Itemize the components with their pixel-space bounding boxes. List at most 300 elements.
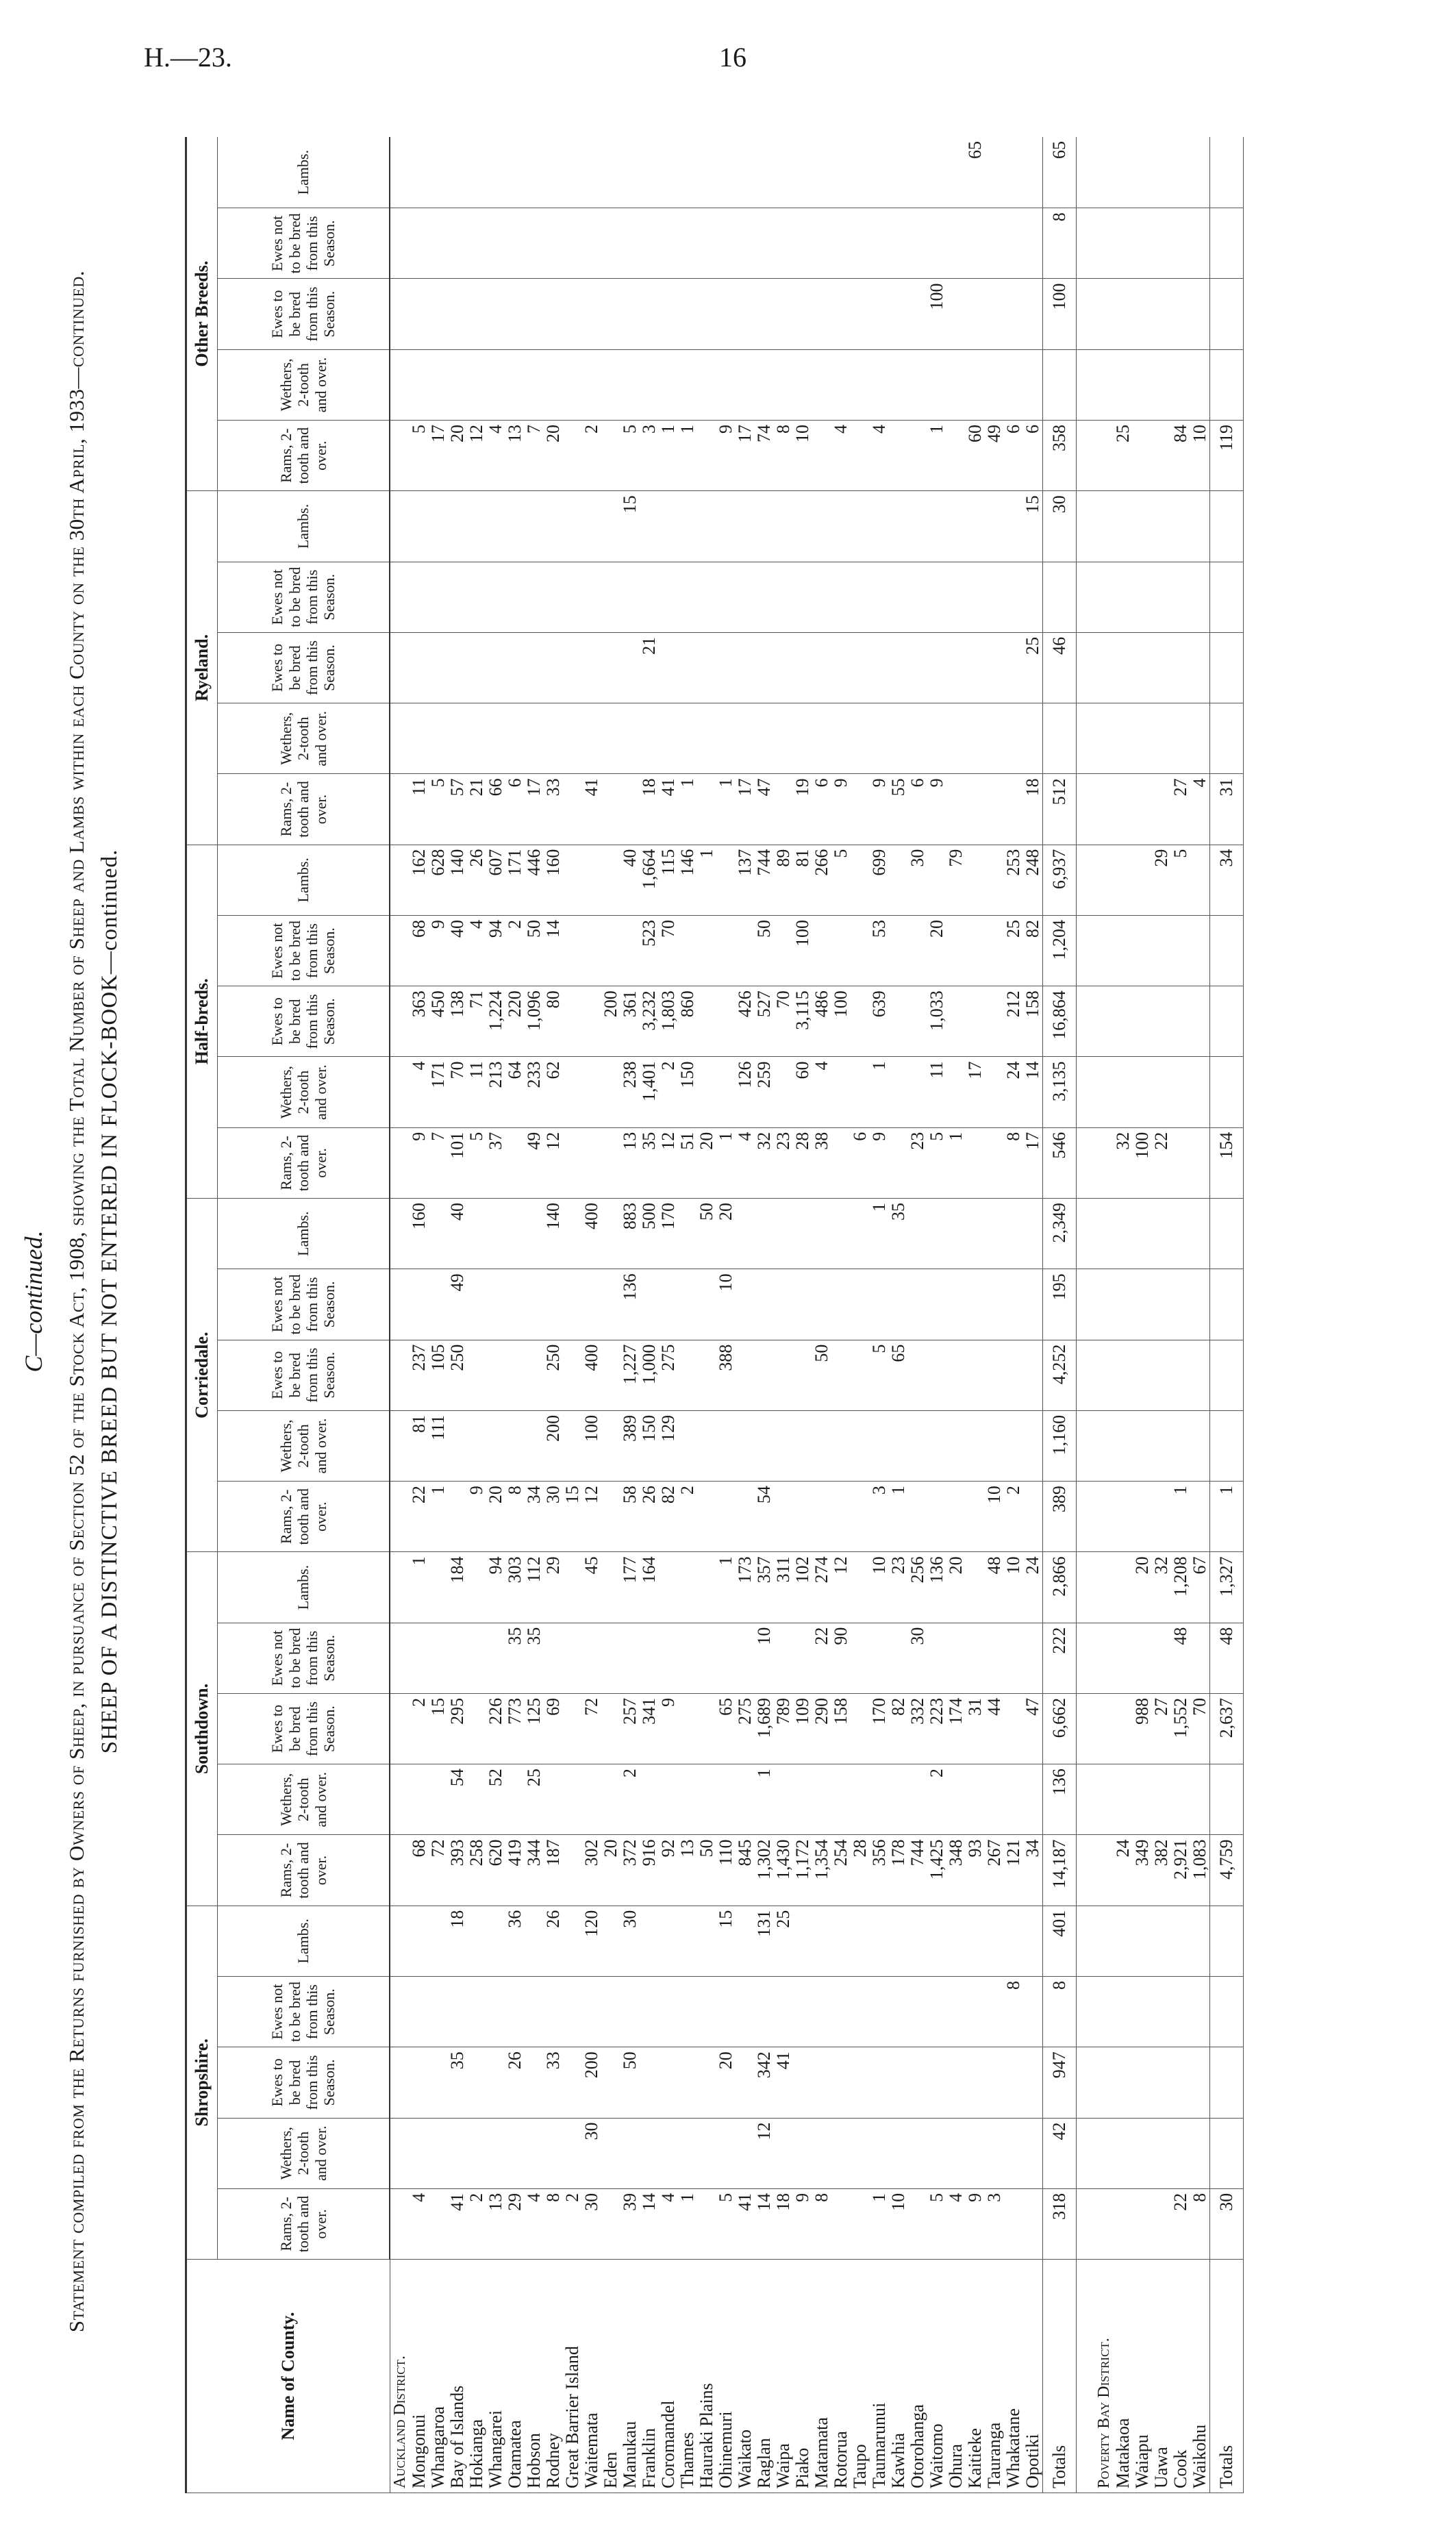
table-cell: 237 [410, 1340, 429, 1410]
table-cell [870, 279, 889, 349]
table-cell [1114, 1482, 1133, 1552]
table-cell [1133, 1764, 1152, 1835]
table-cell: 79 [946, 845, 966, 915]
table-cell: 20 [601, 1835, 620, 1906]
table-cell [716, 349, 736, 420]
table-row [448, 137, 467, 2493]
county-name: Hobson [525, 2260, 544, 2493]
table-cell: 31 [1210, 774, 1244, 845]
table-cell [563, 562, 582, 632]
table-cell: 1 [429, 1482, 448, 1552]
table-cell [582, 562, 601, 632]
column-header: Rams, 2-tooth and over. [218, 774, 390, 845]
column-header: Rams, 2-tooth and over. [218, 1835, 390, 1906]
table-cell [812, 562, 831, 632]
table-cell [908, 137, 927, 208]
table-cell: 250 [544, 1340, 563, 1410]
table-cell: 8 [1190, 2188, 1210, 2259]
table-cell: 150 [678, 1057, 697, 1127]
table-cell: 154 [1210, 1127, 1244, 1198]
table-cell [966, 208, 985, 279]
table-cell [697, 1269, 716, 1340]
table-cell: 1,204 [1043, 915, 1077, 986]
table-cell [697, 349, 716, 420]
table-cell: 49 [448, 1269, 467, 1340]
table-cell: 100 [1043, 279, 1077, 349]
table-cell: 37 [486, 1127, 505, 1198]
table-cell [1190, 279, 1210, 349]
table-cell: 9 [927, 774, 946, 845]
table-cell [1133, 632, 1152, 703]
table-cell [1094, 2188, 1114, 2259]
table-cell [448, 208, 467, 279]
table-cell [851, 1623, 870, 1693]
table-cell [716, 1977, 736, 2047]
table-cell [831, 1482, 851, 1552]
table-cell [563, 845, 582, 915]
table-cell: 259 [755, 1057, 774, 1127]
table-cell [620, 1977, 640, 2047]
table-cell: 50 [697, 1199, 716, 1269]
table-cell [736, 1977, 755, 2047]
table-cell [1023, 1199, 1043, 1269]
table-cell [640, 208, 659, 279]
table-cell [927, 137, 946, 208]
table-cell [1190, 632, 1210, 703]
table-cell [582, 491, 601, 562]
table-cell [601, 845, 620, 915]
table-cell [927, 1269, 946, 1340]
table-cell: 6 [505, 774, 525, 845]
table-cell [678, 1340, 697, 1410]
breed-group-header: Shropshire. [186, 1906, 218, 2259]
table-row [985, 137, 1004, 2493]
table-cell [582, 703, 601, 774]
table-cell [831, 2047, 851, 2118]
table-cell [659, 1552, 678, 1623]
table-cell [793, 1764, 812, 1835]
table-cell: 253 [1004, 845, 1023, 915]
table-cell [946, 703, 966, 774]
table-cell [1190, 349, 1210, 420]
table-cell: 1 [870, 2188, 889, 2259]
table-cell [525, 1199, 544, 1269]
table-cell [966, 1199, 985, 1269]
table-cell [1133, 1057, 1152, 1127]
table-cell: 70 [774, 986, 793, 1057]
table-cell: 639 [870, 986, 889, 1057]
table-cell [946, 1199, 966, 1269]
table-cell [1152, 1482, 1171, 1552]
table-cell [505, 703, 525, 774]
county-name: Whakatane [1004, 2260, 1023, 2493]
column-header: Wethers, 2-tooth and over. [218, 2118, 390, 2188]
table-cell [736, 1269, 755, 1340]
table-cell [1094, 1623, 1114, 1693]
table-cell [908, 986, 927, 1057]
table-cell: 607 [486, 845, 505, 915]
table-cell: 129 [659, 1410, 678, 1481]
county-name: Waiapu [1133, 2260, 1152, 2493]
table-cell: 248 [1023, 845, 1043, 915]
table-cell: 15 [716, 1906, 736, 1976]
table-cell: 24 [1004, 1057, 1023, 1127]
table-cell [563, 2047, 582, 2118]
table-cell [755, 1340, 774, 1410]
county-name: Tauranga [985, 2260, 1004, 2493]
table-cell: 2 [659, 1057, 678, 1127]
table-cell [525, 1977, 544, 2047]
table-cell [793, 1269, 812, 1340]
table-cell: 200 [582, 2047, 601, 2118]
table-cell: 7 [429, 1127, 448, 1198]
table-cell [620, 349, 640, 420]
table-cell [640, 491, 659, 562]
table-cell [985, 2047, 1004, 2118]
table-cell: 361 [620, 986, 640, 1057]
table-cell [908, 1977, 927, 2047]
table-cell: 12 [467, 421, 486, 491]
table-cell: 20 [927, 915, 946, 986]
table-cell [620, 1623, 640, 1693]
table-cell [486, 137, 505, 208]
table-cell: 100 [582, 1410, 601, 1481]
table-cell [927, 349, 946, 420]
table-cell [1077, 1482, 1095, 1552]
table-cell [793, 208, 812, 279]
table-cell: 20 [716, 2047, 736, 2118]
table-cell [966, 279, 985, 349]
table-cell [1094, 349, 1114, 420]
table-cell [946, 2118, 966, 2188]
table-cell [1190, 1057, 1210, 1127]
table-cell [697, 915, 716, 986]
table-cell [946, 349, 966, 420]
table-cell [640, 1764, 659, 1835]
table-cell [774, 208, 793, 279]
table-cell [678, 279, 697, 349]
table-cell [927, 2047, 946, 2118]
county-name: Piako [793, 2260, 812, 2493]
table-cell [390, 1835, 410, 1906]
table-cell: 82 [1023, 915, 1043, 986]
county-name: Waipa [774, 2260, 793, 2493]
table-cell [755, 208, 774, 279]
table-cell [851, 1199, 870, 1269]
table-cell: 14 [755, 2188, 774, 2259]
table-cell: 845 [736, 1835, 755, 1906]
table-cell: 256 [908, 1552, 927, 1623]
table-cell [774, 1340, 793, 1410]
statement-title: Statement compiled from the Returns furnished by Owners of Sheep, in pursuance of Section 52 of the Stock Act, 1908, showing the Total Number of Sheep and Lambs within each County on the 30th April, 1933—continued. [64, 270, 88, 2333]
table-cell [467, 1906, 486, 1976]
table-cell [1133, 1410, 1152, 1481]
table-cell [659, 1906, 678, 1976]
table-cell: 22 [1171, 2188, 1190, 2259]
table-cell [927, 1977, 946, 2047]
table-cell [1077, 1764, 1095, 1835]
table-cell [946, 774, 966, 845]
table-cell [927, 1906, 946, 1976]
table-cell [889, 208, 908, 279]
table-cell [966, 1340, 985, 1410]
table-cell: 171 [505, 845, 525, 915]
table-cell [774, 491, 793, 562]
table-cell: 1,689 [755, 1693, 774, 1764]
table-cell [390, 986, 410, 1057]
table-cell [620, 2118, 640, 2188]
county-name: Totals [1043, 2260, 1077, 2493]
table-cell [505, 208, 525, 279]
table-cell [486, 2047, 505, 2118]
table-cell: 20 [544, 421, 563, 491]
table-cell: 302 [582, 1835, 601, 1906]
table-cell [1171, 1199, 1190, 1269]
table-cell: 72 [429, 1835, 448, 1906]
table-cell [774, 349, 793, 420]
table-cell: 140 [544, 1199, 563, 1269]
table-cell [582, 208, 601, 279]
table-cell [1094, 491, 1114, 562]
table-cell [870, 2047, 889, 2118]
table-cell [985, 491, 1004, 562]
table-cell [467, 703, 486, 774]
table-cell [1077, 1835, 1095, 1906]
table-cell [1023, 2118, 1043, 2188]
table-cell [467, 2118, 486, 2188]
table-cell [716, 208, 736, 279]
table-cell [1190, 137, 1210, 208]
table-cell [851, 915, 870, 986]
table-cell [640, 2118, 659, 2188]
table-row [755, 137, 774, 2493]
table-cell: 173 [736, 1552, 755, 1623]
table-cell [563, 1340, 582, 1410]
table-cell [851, 279, 870, 349]
table-cell [410, 1269, 429, 1340]
table-cell [601, 1410, 620, 1481]
county-name: Hauraki Plains [697, 2260, 716, 2493]
column-header: Wethers, 2-tooth and over. [218, 1057, 390, 1127]
table-cell [1152, 1977, 1171, 2047]
table-cell: 3,135 [1043, 1057, 1077, 1127]
table-cell [429, 2188, 448, 2259]
table-cell: 101 [448, 1127, 467, 1198]
table-cell: 6 [908, 774, 927, 845]
table-cell [467, 1552, 486, 1623]
table-cell [966, 1410, 985, 1481]
table-cell [985, 1623, 1004, 1693]
table-cell [946, 986, 966, 1057]
table-cell: 55 [889, 774, 908, 845]
table-cell: 65 [716, 1693, 736, 1764]
table-cell [1190, 1269, 1210, 1340]
table-cell: 58 [620, 1482, 640, 1552]
table-cell: 48 [1171, 1623, 1190, 1693]
table-cell [640, 703, 659, 774]
table-cell [985, 1127, 1004, 1198]
table-cell [812, 2118, 831, 2188]
table-cell [927, 1623, 946, 1693]
table-row [620, 137, 640, 2493]
table-cell: 21 [640, 632, 659, 703]
table-cell: 100 [831, 986, 851, 1057]
table-cell [429, 1552, 448, 1623]
table-cell [1210, 1269, 1244, 1340]
table-cell [812, 1764, 831, 1835]
table-cell: 500 [640, 1199, 659, 1269]
table-cell: 13 [486, 2188, 505, 2259]
table-cell [429, 137, 448, 208]
table-cell [505, 1410, 525, 1481]
table-cell [1114, 491, 1133, 562]
table-cell [601, 915, 620, 986]
county-name: Eden [601, 2260, 620, 2493]
table-cell: 9 [831, 774, 851, 845]
table-cell [908, 632, 927, 703]
table-cell: 5 [927, 2188, 946, 2259]
table-cell: 170 [659, 1199, 678, 1269]
table-cell: 57 [448, 774, 467, 845]
breed-group-header: Ryeland. [186, 491, 218, 845]
table-cell [851, 2047, 870, 2118]
table-cell [1023, 1269, 1043, 1340]
table-cell [467, 208, 486, 279]
table-cell [966, 491, 985, 562]
table-cell: 223 [927, 1693, 946, 1764]
table-cell [755, 703, 774, 774]
table-cell [697, 137, 716, 208]
table-cell [889, 2047, 908, 2118]
table-cell [793, 137, 812, 208]
table-row [429, 137, 448, 2493]
table-cell [1152, 279, 1171, 349]
table-cell: 512 [1043, 774, 1077, 845]
table-cell [1114, 349, 1133, 420]
table-cell [831, 1906, 851, 1976]
table-cell [1133, 491, 1152, 562]
table-cell [927, 1410, 946, 1481]
table-cell: 8 [1043, 1977, 1077, 2047]
table-cell: 18 [1023, 774, 1043, 845]
table-cell [985, 774, 1004, 845]
table-cell [429, 1906, 448, 1976]
table-cell [1152, 703, 1171, 774]
table-cell [831, 1977, 851, 2047]
table-cell [927, 491, 946, 562]
table-cell: 72 [582, 1693, 601, 1764]
table-cell: 419 [505, 1835, 525, 1906]
column-header: Ewes not to be bred from this Season. [218, 1977, 390, 2047]
table-cell [1004, 2118, 1023, 2188]
table-cell [697, 1977, 716, 2047]
table-cell [486, 491, 505, 562]
table-cell [946, 1057, 966, 1127]
table-cell [1152, 137, 1171, 208]
table-cell [908, 208, 927, 279]
table-cell: 150 [640, 1410, 659, 1481]
table-cell [889, 1764, 908, 1835]
table-cell [410, 491, 429, 562]
table-cell [851, 632, 870, 703]
table-row [678, 137, 697, 2493]
table-cell [486, 1410, 505, 1481]
table-cell: 1 [410, 1552, 429, 1623]
table-cell [601, 1127, 620, 1198]
table-cell: 71 [467, 986, 486, 1057]
table-cell [1077, 2118, 1095, 2188]
table-cell: 1,000 [640, 1340, 659, 1410]
table-cell: 9 [467, 1482, 486, 1552]
table-cell [678, 2047, 697, 2118]
table-cell [908, 562, 927, 632]
table-cell: 30 [1210, 2188, 1244, 2259]
breed-group-header: Southdown. [186, 1552, 218, 1906]
county-name: Otamatea [505, 2260, 525, 2493]
table-cell [1094, 137, 1114, 208]
table-cell [582, 1269, 601, 1340]
table-cell [1023, 1482, 1043, 1552]
table-cell [889, 986, 908, 1057]
table-cell: 275 [659, 1340, 678, 1410]
table-cell [678, 2118, 697, 2188]
table-cell [1152, 1340, 1171, 1410]
table-cell [946, 208, 966, 279]
table-cell [697, 2118, 716, 2188]
table-cell [1023, 349, 1043, 420]
table-cell [736, 1623, 755, 1693]
table-cell [851, 986, 870, 1057]
table-cell [601, 703, 620, 774]
table-cell [966, 1269, 985, 1340]
table-cell [505, 1199, 525, 1269]
table-cell: 187 [544, 1835, 563, 1906]
table-cell: 30 [1043, 491, 1077, 562]
table-cell: 111 [429, 1410, 448, 1481]
column-header: Lambs. [218, 491, 390, 562]
table-cell [659, 1764, 678, 1835]
table-cell [390, 1340, 410, 1410]
table-cell [410, 1977, 429, 2047]
table-cell [390, 1977, 410, 2047]
table-cell [716, 703, 736, 774]
table-cell [1077, 1057, 1095, 1127]
table-cell: 138 [448, 986, 467, 1057]
table-cell: 50 [697, 1835, 716, 1906]
table-cell [774, 2118, 793, 2188]
table-cell: 158 [831, 1693, 851, 1764]
column-header: Wethers, 2-tooth and over. [218, 703, 390, 774]
table-cell [908, 2047, 927, 2118]
table-cell [793, 1906, 812, 1976]
table-cell: 222 [1043, 1623, 1077, 1693]
table-cell [831, 279, 851, 349]
table-cell [1043, 703, 1077, 774]
table-cell [1133, 1623, 1152, 1693]
table-cell [1114, 703, 1133, 774]
table-cell [1114, 1977, 1133, 2047]
table-cell [448, 1410, 467, 1481]
table-cell: 4 [525, 2188, 544, 2259]
table-cell [1171, 1906, 1190, 1976]
table-cell [601, 1623, 620, 1693]
table-cell [1133, 1340, 1152, 1410]
table-cell [620, 774, 640, 845]
table-cell [697, 1482, 716, 1552]
table-cell [448, 2118, 467, 2188]
table-row [851, 137, 870, 2493]
table-cell: 382 [1152, 1835, 1171, 1906]
